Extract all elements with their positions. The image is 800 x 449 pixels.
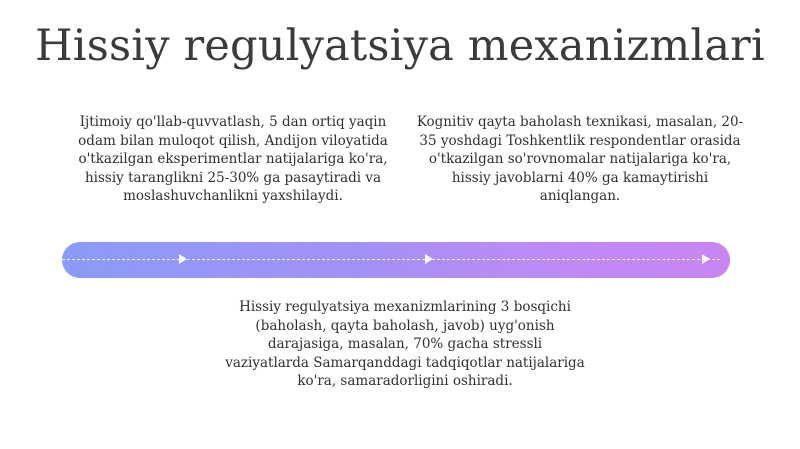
timeline-dashed-line (62, 259, 720, 260)
text-block-right: Kognitiv qayta baholash texnikasi, masalan, 20-35 yoshdagi Toshkentlik respondentlar orasida o'tkazilgan so'rovnomalar natijalariga ko'ra, hissiy javoblarni 40% ga kamaytirishi aniqlangan. (416, 114, 744, 204)
page-title: Hissiy regulyatsiya mexanizmlari (35, 21, 765, 71)
arrow-right-icon (425, 254, 433, 264)
timeline-bar (62, 242, 730, 278)
arrow-right-icon (702, 254, 710, 264)
arrow-right-icon (179, 254, 187, 264)
text-block-left: Ijtimoiy qo'llab-quvvatlash, 5 dan ortiq yaqin odam bilan muloqot qilish, Andijon viloyatida o'tkazilgan eksperimentlar natijalariga ko'ra, hissiy taranglikni 25-30% ga pasaytiradi va moslashuvchanlikni yaxshilaydi. (78, 114, 388, 204)
text-block-bottom: Hissiy regulyatsiya mexanizmlarining 3 bosqichi (baholash, qayta baholash, javob) uyg'onish darajasiga, masalan, 70% gacha stressli vaziyatlarda Samarqanddagi tadqiqotlar natijalariga ko'ra, samaradorligini oshiradi. (225, 299, 585, 389)
